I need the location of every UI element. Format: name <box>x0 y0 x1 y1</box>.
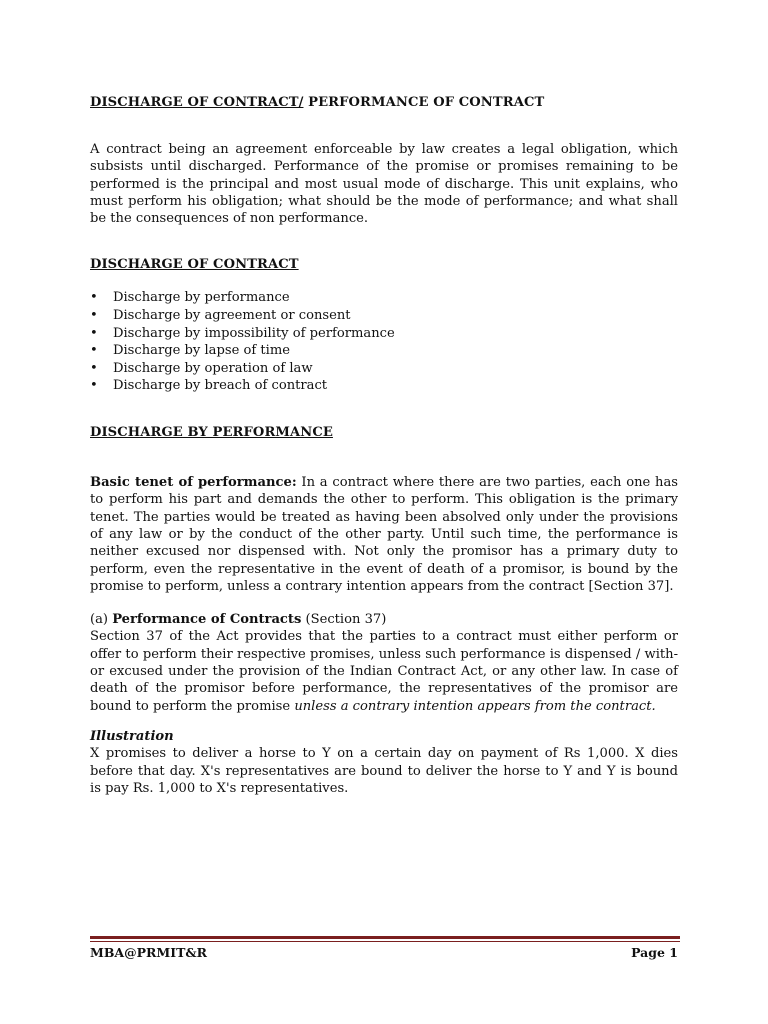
tenet-label: Basic tenet of performance: <box>90 475 297 491</box>
intro-paragraph: A contract being an agreement enforceable by law creates a legal obligation, which subsists until discharged. Performance of the promise or promises remaining to be performed is the principal and most usual mode of discharge. This unit explains, who must perform his obligation; what should be the mode of performance; and what shall be the consequences of non performance. <box>90 142 678 227</box>
list-item <box>90 289 678 307</box>
title-part-1: DISCHARGE OF CONTRACT/ <box>90 95 304 110</box>
poc-prefix: (a) <box>90 612 113 628</box>
footer-rule-thin <box>90 941 680 942</box>
list-item-label: Discharge by impossibility of performance <box>113 325 395 341</box>
discharge-modes-list <box>90 289 678 395</box>
illustration-paragraph: X promises to deliver a horse to Y on a certain day on payment of Rs 1,000. X dies before that day. X's representatives are bound to deliver the horse to Y and Y is bound is pay Rs. 1,000 to X's representatives. <box>90 746 678 796</box>
document-body <box>90 94 678 797</box>
list-item-label: Discharge by performance <box>113 290 290 306</box>
tenet-paragraph <box>90 474 678 595</box>
poc-italic-tail: unless a contrary intention appears from the contract. <box>294 698 656 714</box>
list-item <box>90 342 678 360</box>
illustration-title: Illustration <box>90 728 174 744</box>
tenet-text: In a contract where there are two parties, each one has to perform his part and demands the other to perform. This obligation is the primary tenet. The parties would be treated as having been absolved only under the provisions of any law or by the conduct of the other party. Until such time, the performance is neither excused nor dispensed with. Not only the promisor has a primary duty to perform, even the representative in the event of death of a promisor, is bound by the promise to perform, unless a contrary intention appears from the contract [Section 37]. <box>90 475 678 594</box>
footer-institution: MBA@PRMIT&R <box>90 945 208 960</box>
list-item <box>90 377 678 395</box>
title-part-2: PERFORMANCE OF CONTRACT <box>303 95 545 110</box>
list-item <box>90 325 678 343</box>
list-item <box>90 307 678 325</box>
poc-label: Performance of Contracts <box>112 612 302 628</box>
performance-of-contracts-paragraph <box>90 628 678 714</box>
list-item <box>90 360 678 378</box>
bullet-icon: • <box>90 290 98 306</box>
bullet-icon: • <box>90 360 98 376</box>
bullet-icon: • <box>90 325 98 341</box>
list-item-label: Discharge by operation of law <box>113 360 313 376</box>
poc-text: Section 37 of the Act provides that the parties to a contract must either perform or offer to perform their respective promises, unless such performance is dispensed / with-or excused under the provision of the Indian Contract Act, or any other law. In case of death of the promisor before performance, the representatives of the promisor are bound to perform the promise <box>90 629 678 714</box>
list-item-label: Discharge by agreement or consent <box>113 308 351 324</box>
bullet-icon: • <box>90 343 98 359</box>
list-item-label: Discharge by lapse of time <box>113 343 290 359</box>
list-item-label: Discharge by breach of contract <box>113 378 328 394</box>
page-number: Page 1 <box>631 945 678 960</box>
discharge-heading: DISCHARGE OF CONTRACT <box>90 257 299 273</box>
performance-heading: DISCHARGE BY PERFORMANCE <box>90 425 333 441</box>
footer-rule-thick <box>90 936 680 939</box>
performance-of-contracts-heading <box>90 611 678 628</box>
bullet-icon: • <box>90 308 98 324</box>
poc-section: (Section 37) <box>301 612 387 628</box>
page-title <box>90 94 678 111</box>
bullet-icon: • <box>90 378 98 394</box>
